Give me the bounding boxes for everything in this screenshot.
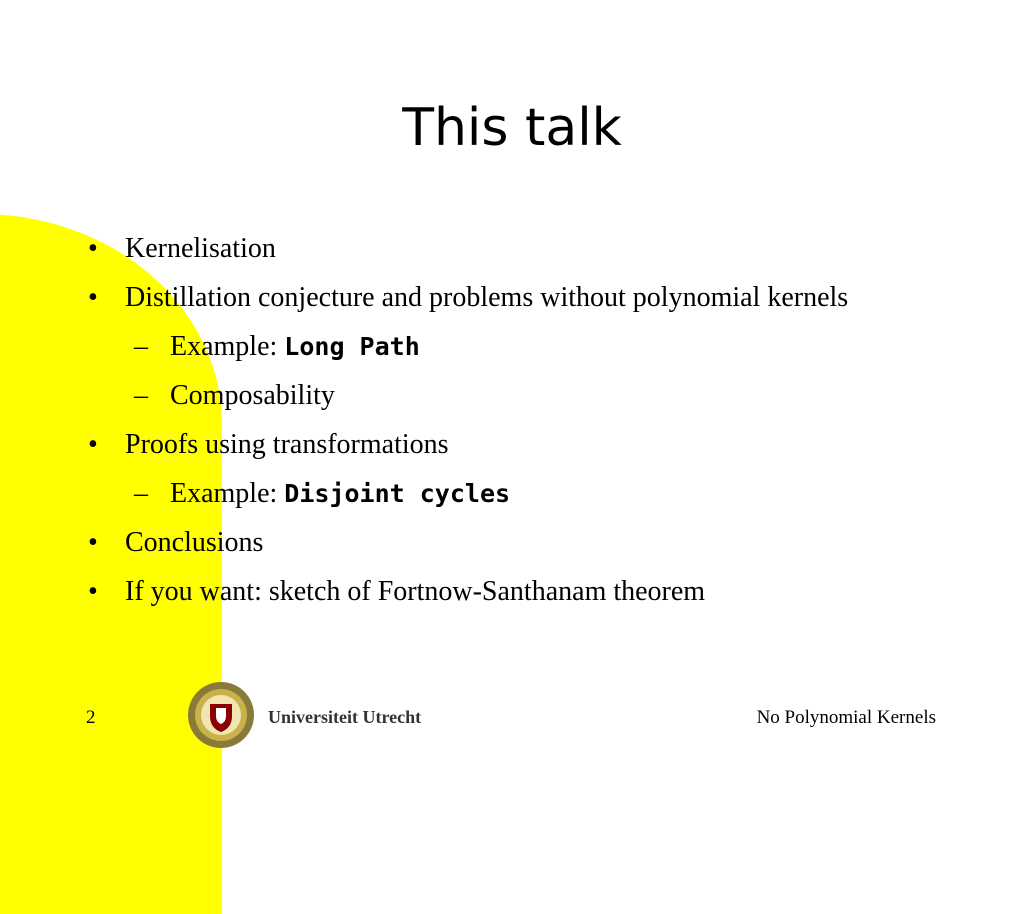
bullet-marker: • <box>88 429 98 460</box>
bullet-marker: • <box>88 233 98 264</box>
emphasis-text: Disjoint cycles <box>284 479 511 508</box>
bullet-marker: • <box>88 527 98 558</box>
sub-bullet-item <box>88 473 948 514</box>
footer-title: No Polynomial Kernels <box>756 707 936 728</box>
bullet-text: Composability <box>170 380 335 411</box>
bullet-text: Distillation conjecture and problems without polynomial kernels <box>125 282 849 313</box>
bullet-text: Conclusions <box>125 527 264 558</box>
slide-title: This talk <box>402 98 622 158</box>
university-logo-text: Universiteit Utrecht <box>268 707 422 727</box>
emphasis-text: Long Path <box>284 332 420 361</box>
bullet-text: Proofs using transformations <box>125 429 449 460</box>
sub-bullet-item <box>88 375 948 416</box>
bullet-text: Kernelisation <box>125 233 276 264</box>
bullet-item <box>88 277 948 318</box>
bullet-item <box>88 571 948 612</box>
dash-marker: – <box>134 478 148 509</box>
bullet-text: Example: <box>170 331 285 362</box>
bullet-text: If you want: sketch of Fortnow-Santhanam theorem <box>125 576 706 607</box>
bullet-list <box>88 228 948 620</box>
university-seal-icon <box>186 680 256 750</box>
page-number: 2 <box>86 707 96 728</box>
bullet-item <box>88 228 948 269</box>
bullet-item <box>88 522 948 563</box>
bullet-text: Example: <box>170 478 285 509</box>
dash-marker: – <box>134 331 148 362</box>
bullet-item <box>88 424 948 465</box>
dash-marker: – <box>134 380 148 411</box>
bullet-marker: • <box>88 282 98 313</box>
bullet-marker: • <box>88 576 98 607</box>
sub-bullet-item <box>88 326 948 367</box>
